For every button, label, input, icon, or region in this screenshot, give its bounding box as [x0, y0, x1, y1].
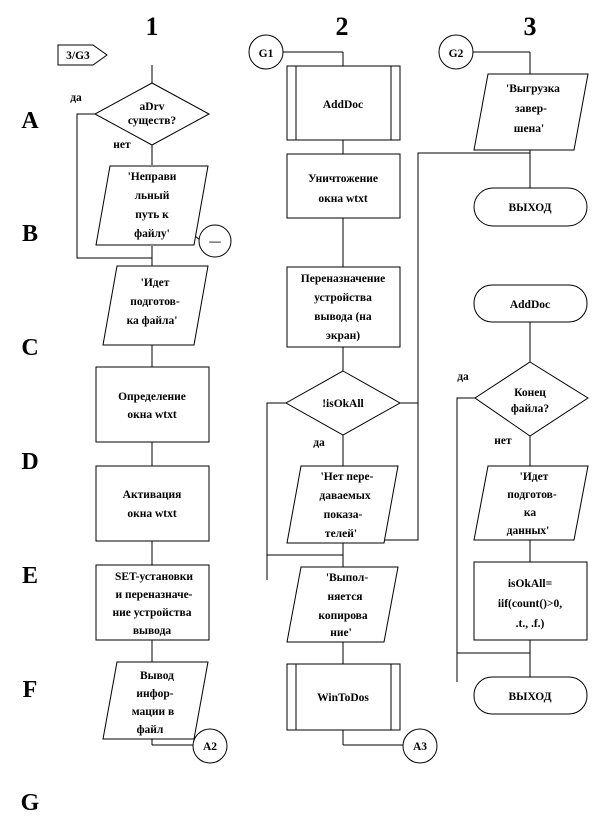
decision-col3-no-label: нет: [494, 435, 512, 447]
decision-adrv-exists: [95, 83, 209, 145]
process-isokall-line-2: iif(count()>0,: [497, 598, 563, 610]
row-letter-e: E: [21, 563, 39, 589]
column-number-2: 2: [335, 12, 349, 41]
decision-not-isokall-label: !isOkAll: [322, 398, 364, 410]
end-connector-label: —: [209, 236, 221, 248]
process-activate-line-2: окна wtxt: [127, 508, 177, 520]
decision-col3-yes-label: да: [457, 371, 469, 383]
io-preparing-data-line-1: 'Идет: [519, 471, 549, 483]
row-letter-f: F: [22, 677, 38, 703]
process-define-line-2: окна wtxt: [127, 409, 177, 421]
row-letter-a: A: [21, 108, 39, 134]
io-bad-path-line-3: путь к: [135, 209, 169, 221]
io-unload-line-2: завер-: [515, 103, 547, 115]
decision-line-2: существ?: [127, 115, 177, 127]
io-preparing-line-2: подготов-: [130, 296, 180, 308]
decision-yes-label: да: [70, 92, 82, 104]
connector-a3-label: A3: [412, 741, 428, 753]
row-letter-c: C: [21, 335, 39, 361]
process-isokall-line-1: isOkAll=: [507, 578, 553, 590]
row-letter-d: D: [21, 449, 39, 475]
io-bad-path-line-2: льный: [134, 190, 170, 202]
terminal-exit-1-label: ВЫХОД: [508, 202, 552, 214]
io-unload-line-1: 'Выгрузка: [506, 83, 560, 95]
io-output-line-3: мации в: [131, 706, 175, 718]
io-preparing-data-line-4: данных': [506, 525, 550, 537]
io-bad-path-line-4: файлу': [134, 228, 170, 240]
column-3-flow: [439, 35, 588, 714]
subprocess-wintodos-label: WinToDos: [317, 692, 369, 704]
subprocess-adddoc-label: AddDoc: [322, 99, 364, 111]
decision-end-of-file: [475, 362, 588, 436]
terminal-adddoc-label: AddDoc: [509, 299, 551, 311]
process-activate-line-1: Активация: [122, 489, 182, 501]
io-copying-line-2: няется: [327, 591, 363, 603]
io-no-indicators-line-3: показа-: [323, 509, 363, 521]
start-connector-label: 3/G3: [66, 50, 90, 62]
process-reassign-line-2: устройства: [314, 292, 372, 304]
process-destroy-line-2: окна wtxt: [318, 193, 368, 205]
io-copying-line-4: ние': [330, 627, 352, 639]
row-letter-b: B: [21, 221, 39, 247]
io-no-indicators-line-1: 'Нет пере-: [320, 471, 374, 483]
io-preparing-line-1: 'Идет: [140, 277, 170, 289]
decision-eof-line-1: Конец: [514, 387, 546, 399]
decision-no-label: нет: [113, 139, 131, 151]
process-set-line-2: и переназначе-: [115, 589, 193, 601]
io-preparing-data-line-2: подготов-: [507, 489, 557, 501]
io-output-line-1: Вывод: [139, 670, 175, 682]
start-connector-g2-label: G2: [448, 48, 464, 60]
decision-eof-line-2: файла?: [510, 403, 550, 415]
column-number-3: 3: [523, 12, 537, 41]
io-output-line-4: файл: [136, 724, 164, 736]
io-output-line-2: инфор-: [136, 688, 174, 700]
column-1-flow: [58, 45, 231, 763]
process-define-window: [96, 367, 209, 442]
io-no-indicators-line-2: даваемых: [319, 490, 371, 502]
decision-line-1: aDrv: [139, 101, 165, 113]
process-reassign-line-1: Переназначение: [300, 273, 386, 285]
process-reassign-line-3: вывода (на: [314, 311, 372, 323]
process-isokall-line-3: .t., .f.): [515, 618, 545, 630]
process-set-line-3: ние устройства: [112, 607, 192, 619]
process-destroy-line-1: Уничтожение: [308, 173, 378, 185]
row-letter-g: G: [20, 790, 40, 816]
io-no-indicators-line-4: телей': [324, 528, 358, 540]
start-connector-g1-label: G1: [258, 48, 274, 60]
io-bad-path-line-1: 'Неправи: [127, 171, 177, 183]
column-number-1: 1: [145, 12, 159, 41]
decision-col2-yes-label: да: [313, 437, 325, 449]
process-reassign-line-4: экран): [325, 330, 361, 342]
process-set-line-1: SET-установки: [114, 571, 194, 583]
io-copying-line-3: копирова: [318, 610, 368, 622]
io-unload-line-3: шена': [513, 123, 545, 135]
io-preparing-data-line-3: ка: [523, 507, 537, 519]
process-destroy-window: [287, 154, 400, 218]
terminal-exit-2-label: ВЫХОД: [508, 691, 552, 703]
connector-a2-label: A2: [202, 741, 218, 753]
io-preparing-line-3: ка файла': [126, 315, 178, 327]
io-copying-line-1: 'Выпол-: [325, 572, 369, 584]
process-set-line-4: вывода: [132, 625, 172, 637]
process-activate-window: [96, 466, 209, 541]
process-define-line-1: Определение: [118, 391, 186, 403]
